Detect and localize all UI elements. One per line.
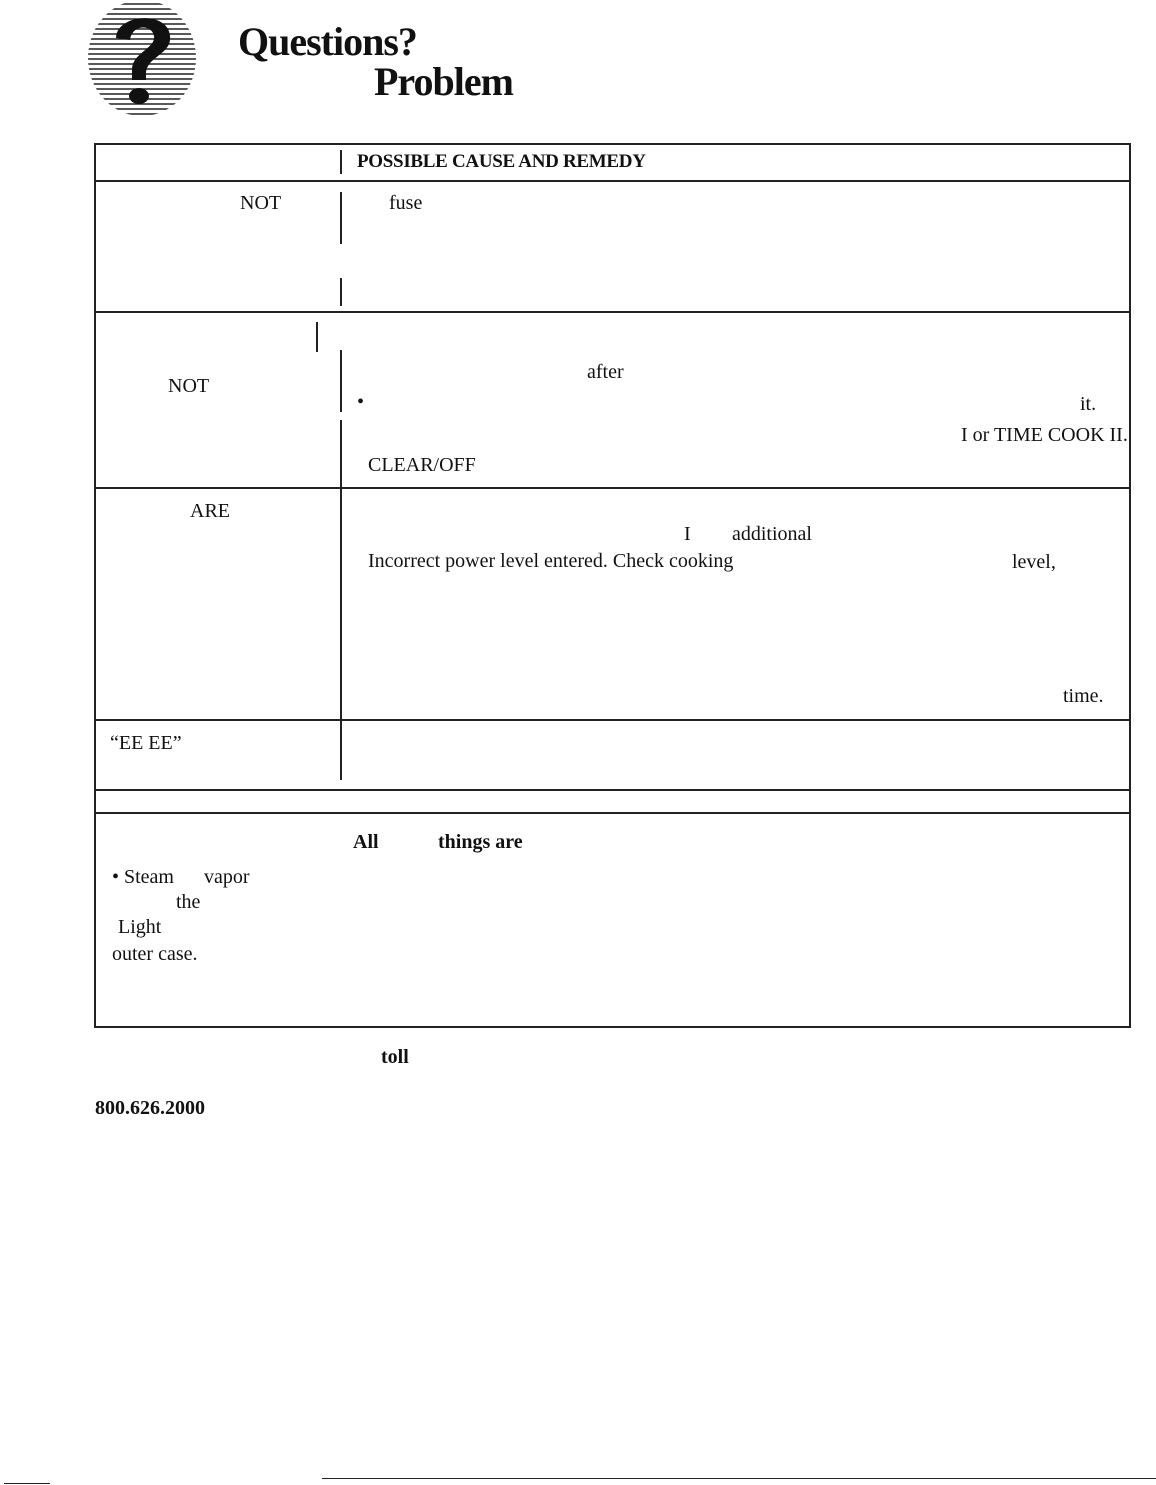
row-rule [94,719,1131,721]
bottom-dash [4,1483,50,1484]
table-right-border [1129,143,1131,1027]
row3-divider [340,489,342,719]
bottom-rule [322,1478,1156,1479]
row3-problem: ARE [190,500,230,522]
row1-remedy-fuse: fuse [389,192,423,214]
normal-headline-all: All [353,831,379,853]
row3-remedy-incorrect: Incorrect power level entered. Check cooking [368,550,734,572]
row-rule [94,311,1131,313]
row4-problem: “EE EE” [110,732,182,754]
row-rule [94,812,1131,814]
table-top-rule [94,143,1131,145]
row-rule [94,487,1131,489]
row2-remedy-after: after [587,361,624,383]
question-mark-icon [86,0,198,118]
row3-remedy-additional: additional [732,523,812,545]
header-divider [340,150,342,174]
page-title-questions: Questions? [238,19,417,64]
normal-item-light: Light [118,916,162,938]
row3-remedy-i: I [684,523,691,545]
bullet-icon: • [357,391,365,413]
row2-problem: NOT [168,375,210,397]
column-header: POSSIBLE CAUSE AND REMEDY [357,151,646,172]
row2-divider-c [340,420,342,488]
table-bottom-rule [94,1026,1131,1028]
row2-divider-a [316,322,318,352]
footer-toll: toll [381,1046,409,1068]
row1-divider-b [340,278,342,306]
row2-remedy-clearoff: CLEAR/OFF [368,454,476,476]
normal-item-steam: • Steam [112,866,174,888]
row4-divider [340,721,342,780]
table-left-border [94,143,96,1027]
normal-item-outercase: outer case. [112,943,198,965]
row-rule [94,789,1131,791]
row2-divider-b [340,350,342,412]
row3-remedy-time: time. [1063,685,1104,707]
row1-divider-a [340,192,342,244]
page-title-problem: Problem [374,59,513,104]
row3-remedy-level: level, [1012,551,1056,573]
normal-headline-rest: things are [438,831,523,853]
row2-remedy-it: it. [1080,393,1097,415]
normal-item-the: the [176,891,201,913]
footer-phone: 800.626.2000 [95,1097,205,1119]
row2-remedy-timecook: I or TIME COOK II. [961,424,1128,446]
header-bottom-rule [94,180,1131,182]
row1-problem: NOT [240,192,282,214]
normal-item-vapor: vapor [204,866,250,888]
